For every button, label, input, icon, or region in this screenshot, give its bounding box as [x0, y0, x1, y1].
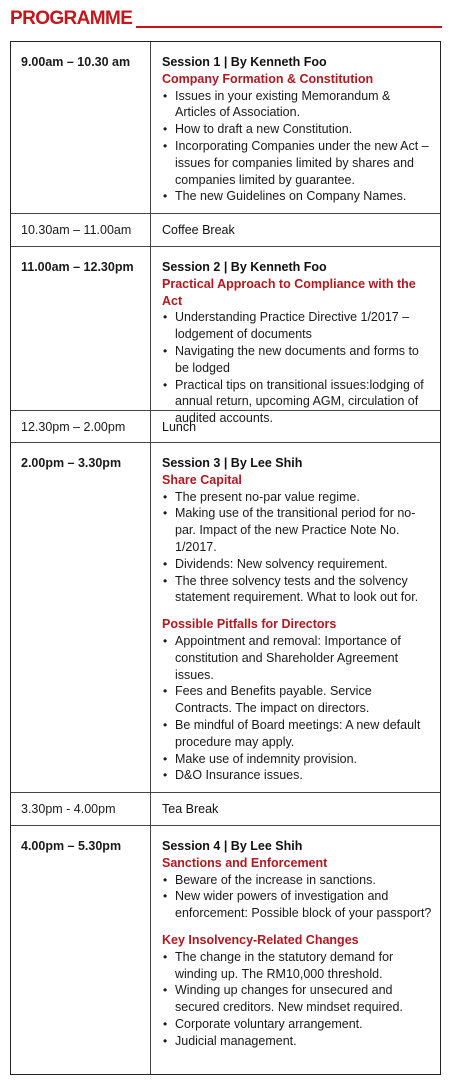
list-item: • Navigating the new documents and forms to be lodged [162, 343, 432, 377]
table-row-session-1 [11, 42, 440, 214]
list-item: • Practical tips on transitional issues:lodging of annual return, upcoming AGM, circulation of audited accounts. [162, 377, 432, 427]
list-item: • The three solvency tests and the solvency statement requirement. What to look out for. [162, 573, 432, 607]
session-cell [151, 826, 440, 1074]
list-item: • Be mindful of Board meetings: A new default procedure may apply. [162, 717, 432, 751]
list-item: • Judicial management. [162, 1033, 432, 1050]
break-label: Coffee Break [162, 223, 235, 237]
list-item: • Winding up changes for unsecured and secured creditors. New mindset required. [162, 982, 432, 1016]
list-item: • The new Guidelines on Company Names. [162, 188, 432, 205]
session-heading: Session 4 | By Lee Shih [162, 839, 303, 853]
topic-heading: Practical Approach to Compliance with the Act [162, 276, 416, 308]
break-cell [151, 214, 440, 246]
time-cell: 11.00am – 12.30pm [11, 247, 151, 410]
list-item: • Make use of indemnity provision. [162, 751, 432, 768]
list-item: • Making use of the transitional period for no-par. Impact of the new Practice Note No. 1/2017. [162, 505, 432, 555]
list-item: • Issues in your existing Memorandum & Articles of Association. [162, 88, 432, 122]
list-item: • New wider powers of investigation and enforcement: Possible block of your passport? [162, 888, 432, 922]
table-row-session-4 [11, 826, 440, 1074]
list-item: • The present no-par value regime. [162, 489, 432, 506]
session-cell [151, 443, 440, 792]
table-row-session-3 [11, 443, 440, 793]
programme-header [10, 6, 442, 32]
session-heading: Session 1 | By Kenneth Foo [162, 55, 327, 69]
topic-list [162, 949, 432, 1050]
time-cell: 3.30pm - 4.00pm [11, 793, 151, 825]
topic-heading: Possible Pitfalls for Directors [162, 617, 337, 632]
list-item: • Fees and Benefits payable. Service Contracts. The impact on directors. [162, 683, 432, 717]
table-row-tea-break [11, 793, 440, 826]
session-cell [151, 247, 440, 426]
break-cell [151, 411, 440, 442]
time-cell: 10.30am – 11.00am [11, 214, 151, 246]
list-item: • D&O Insurance issues. [162, 767, 432, 784]
list-item: • Beware of the increase in sanctions. [162, 872, 432, 889]
break-cell [151, 793, 440, 825]
list-item: • Corporate voluntary arrangement. [162, 1016, 432, 1033]
session-heading: Session 3 | By Lee Shih [162, 456, 303, 470]
title-underline [136, 26, 442, 28]
list-item: • How to draft a new Constitution. [162, 121, 432, 138]
topic-list [162, 88, 432, 206]
page-title: PROGRAMME [10, 8, 133, 29]
list-item: • Appointment and removal: Importance of constitution and Shareholder Agreement issues. [162, 633, 432, 683]
session-cell [151, 42, 440, 213]
table-row-session-2 [11, 247, 440, 426]
session-heading: Session 2 | By Kenneth Foo [162, 260, 327, 274]
list-item: • Dividends: New solvency requirement. [162, 556, 432, 573]
programme-table [10, 41, 441, 1075]
time-cell: 9.00am – 10.30 am [11, 42, 151, 213]
topic-heading: Key Insolvency-Related Changes [162, 932, 359, 947]
topic-list [162, 872, 432, 922]
break-label: Lunch [162, 420, 197, 434]
topic-heading: Company Formation & Constitution [162, 71, 374, 86]
break-label: Tea Break [162, 802, 219, 816]
table-row-lunch [11, 411, 440, 443]
table-row-coffee-break [11, 214, 440, 247]
list-item: • Incorporating Companies under the new Act – issues for companies limited by shares and companies limited by guarantee. [162, 138, 432, 188]
time-cell: 4.00pm – 5.30pm [11, 826, 151, 1074]
list-item: • The change in the statutory demand for winding up. The RM10,000 threshold. [162, 949, 432, 983]
list-item: • Understanding Practice Directive 1/2017 – lodgement of documents [162, 309, 432, 343]
time-cell: 2.00pm – 3.30pm [11, 443, 151, 792]
topic-list [162, 489, 432, 607]
topic-heading: Share Capital [162, 472, 242, 487]
time-cell: 12.30pm – 2.00pm [11, 411, 151, 442]
topic-heading: Sanctions and Enforcement [162, 855, 328, 870]
topic-list [162, 309, 432, 427]
topic-list [162, 633, 432, 784]
